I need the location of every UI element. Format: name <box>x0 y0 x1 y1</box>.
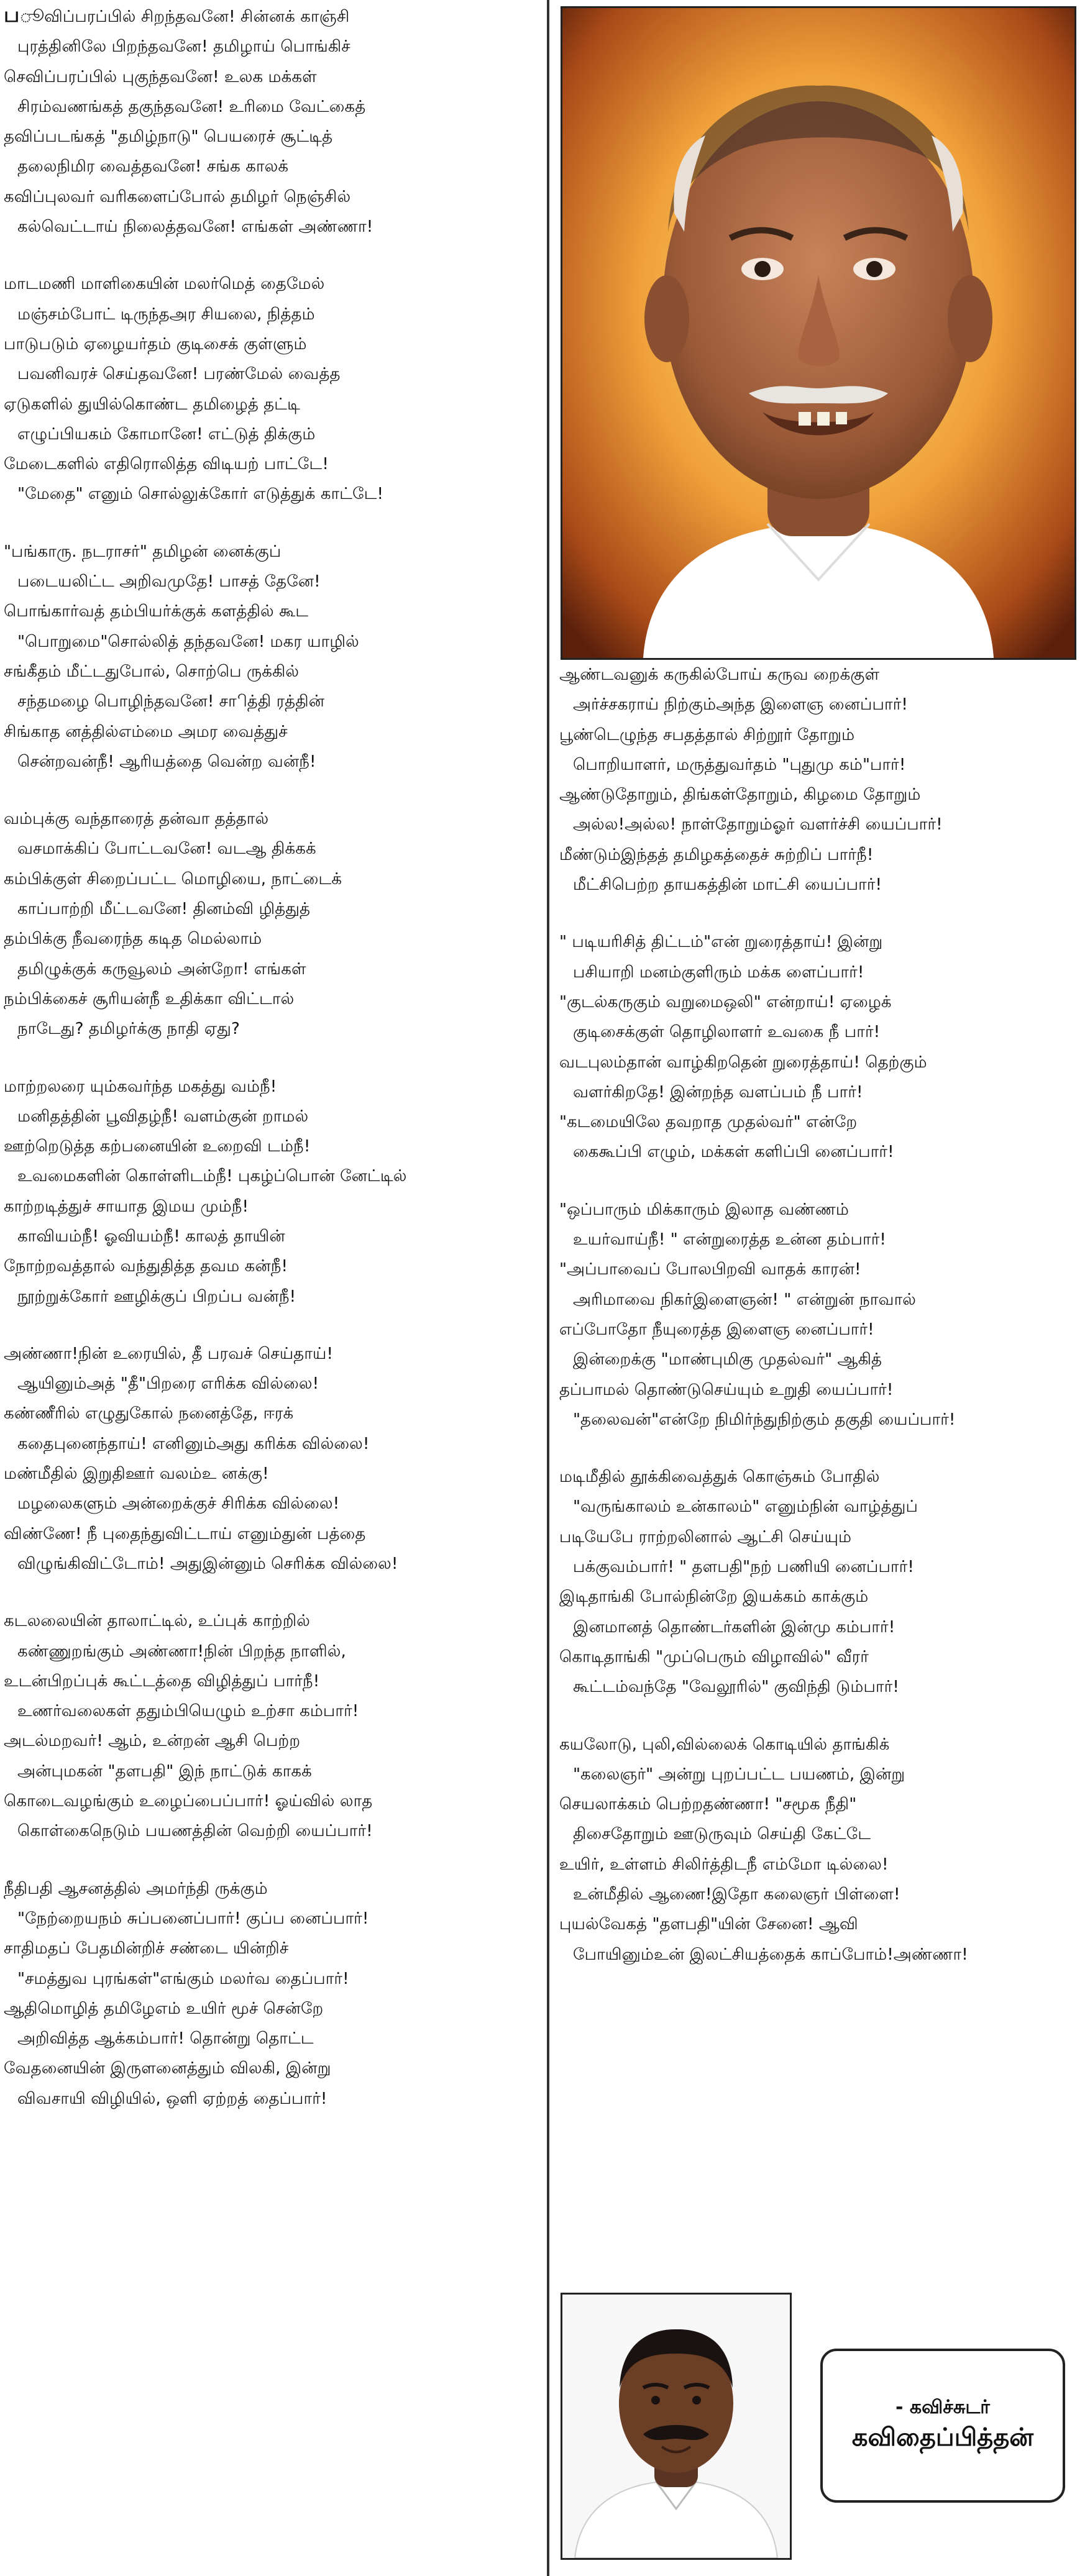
poem-line: கூட்டம்வந்தே "வேலூரில்" குவிந்தி டும்பார்! <box>573 1678 899 1697</box>
main-portrait-photo <box>554 0 1079 666</box>
poem-line: செயலாக்கம் பெற்றதண்ணா! "சமூக நீதி" <box>559 1795 857 1814</box>
poem-line: சிங்காத னத்தில்எம்மை அமர வைத்துச் <box>4 722 288 741</box>
column-divider <box>547 0 549 2576</box>
author-photo <box>561 2293 792 2560</box>
poem-line: தவிப்படங்கத் "தமிழ்நாடு" பெயரைச் சூட்டித் <box>4 127 333 147</box>
poem-line: அன்புமகன் "தளபதி" இந் நாட்டுக் காகக் <box>17 1761 312 1781</box>
poem-stanza <box>4 1072 406 1312</box>
poem-stanza <box>4 269 406 509</box>
poem-line: எழுப்பியகம் கோமானே! எட்டுத் திக்கும் <box>17 424 316 444</box>
poem-line: ஏடுகளில் துயில்கொண்ட தமிழைத் தட்டி <box>4 395 300 414</box>
poem-line: பவனிவரச் செய்தவனே! பரண்மேல் வைத்த <box>17 365 341 384</box>
poem-line: பூண்டெழுந்த சபதத்தால் சிற்றூர் தோறும் <box>559 725 855 744</box>
poem-stanza <box>4 804 406 1044</box>
portrait-frame <box>561 6 1076 660</box>
poem-line: விழுங்கிவிட்டோம்! அதுஇன்னும் செரிக்க வில்லை! <box>17 1554 398 1573</box>
poem-line: உயர்வாய்நீ! " என்றுரைத்த உன்ன தம்பார்! <box>573 1230 886 1249</box>
poem-line: மீட்சிபெற்ற தாயகத்தின் மாட்சி யைப்பார்! <box>573 875 882 895</box>
poem-line: அல்ல!அல்ல! நாள்தோறும்ஓர் வளர்ச்சி யைப்பார்! <box>573 815 943 834</box>
poem-line: மாடமணி மாளிகையின் மலர்மெத் தைமேல் <box>4 275 325 294</box>
poem-line: விண்ணே! நீ புதைந்துவிட்டாய் எனும்துன் பத்தை <box>4 1524 366 1543</box>
poem-line: பொங்கார்வத் தம்பியர்க்குக் களத்தில் கூட <box>4 602 309 621</box>
poem-line: மடிமீதில் தூக்கிவைத்துக் கொஞ்சும் போதில் <box>559 1468 880 1487</box>
poem-line: பசியாறி மனம்குளிரும் மக்க ளைப்பார்! <box>573 962 864 982</box>
poem-line: "அப்பாவைப் போலபிறவி வாதக் காரன்! <box>559 1260 861 1279</box>
poem-line: வம்புக்கு வந்தாரைத் தன்வா தத்தால் <box>4 810 269 829</box>
poem-line: வளர்கிறதே! இன்றந்த வளப்பம் நீ பார்! <box>573 1082 863 1102</box>
poem-line: உடன்பிறப்புக் கூட்டத்தை விழித்துப் பார்நீ! <box>4 1671 320 1691</box>
poem-line: நோற்றவத்தால் வந்துதித்த தவம கன்நீ! <box>4 1257 288 1276</box>
poem-line: சங்கீதம் மீட்டதுபோல், சொற்பெ ருக்கில் <box>4 662 300 681</box>
poem-line: கல்வெட்டாய் நிலைத்தவனே! எங்கள் அண்ணா! <box>17 217 373 237</box>
poem-line: கைகூப்பி எழும், மக்கள் களிப்பி னைப்பார்! <box>573 1143 894 1162</box>
poem-line: "கடமையிலே தவறாத முதல்வர்" என்றே <box>559 1113 858 1132</box>
portrait-illustration <box>562 8 1074 658</box>
poem-line: வடபுலம்தான் வாழ்கிறதென் றுரைத்தாய்! தெற்கும் <box>559 1053 927 1072</box>
poem-line: செவிப்பரப்பில் புகுந்தவனே! உலக மக்கள் <box>4 67 317 86</box>
poem-line: அர்ச்சகராய் நிற்கும்அந்த இளைஞ னைப்பார்! <box>573 695 908 715</box>
poem-line: மண்மீதில் இறுதிஊர் வலம்உ னக்கு! <box>4 1464 269 1484</box>
poem-stanza <box>4 0 406 242</box>
left-poem-body <box>4 0 406 2114</box>
poem-line: நீதிபதி ஆசனத்தில் அமர்ந்தி ருக்கும் <box>4 1879 268 1898</box>
poem-line: மாற்றலரை யும்கவர்ந்த மகத்து வம்நீ! <box>4 1077 277 1096</box>
poem-line: ஆயினும்அத் "தீ"பிறரை எரிக்க வில்லை! <box>17 1374 319 1394</box>
poem-line: "நேற்றையநம் சுப்பனைப்பார்! குப்ப னைப்பார்! <box>17 1909 369 1928</box>
poem-line: தலைநிமிர வைத்தவனே! சங்க காலக் <box>17 157 289 176</box>
poem-line: தப்பாமல் தொண்டுசெய்யும் உறுதி யைப்பார்! <box>559 1380 894 1399</box>
poem-line: "மேதை" எனும் சொல்லுக்கோர் எடுத்துக் காட்டே! <box>17 485 384 504</box>
poem-line: காற்றடித்துச் சாயாத இமய மும்நீ! <box>4 1197 249 1216</box>
poem-line: கொடிதாங்கி "முப்பெரும் விழாவில்" வீரர் <box>559 1647 869 1666</box>
poem-line: மனிதத்தின் பூவிதழ்நீ! வளம்குன் றாமல் <box>17 1107 309 1126</box>
poem-stanza <box>559 1195 968 1435</box>
poem-line: ஆதிமொழித் தமிழேஎம் உயிர் மூச் சென்றே <box>4 1999 324 2018</box>
poem-line: எப்போதோ நீயுரைத்த இளைஞ னைப்பார்! <box>559 1320 874 1339</box>
poem-line: சாதிமதப் பேதமின்றிச் சண்டை யின்றிச் <box>4 1939 289 1958</box>
poem-line: தமிழுக்குக் கருவூலம் அன்றோ! எங்கள் <box>17 959 306 979</box>
poem-stanza <box>559 1730 968 1970</box>
poem-stanza <box>559 927 968 1167</box>
poem-stanza <box>4 1606 406 1846</box>
poem-line: காவியம்நீ! ஓவியம்நீ! காலத் தாயின் <box>17 1226 285 1246</box>
drop-cap: ப <box>4 2 20 27</box>
poem-line: "கலைஞர்" அன்று புறப்பட்ட பயணம், இன்று <box>573 1765 905 1784</box>
poem-line: மஞ்சம்போட் டிருந்தஅர சியலை, நித்தம் <box>17 304 315 324</box>
poem-line: "பங்காரு. நடராசர்" தமிழன் னைக்குப் <box>4 542 282 561</box>
author-credit-prefix: - கவிச்சுடர் <box>895 2396 990 2418</box>
poem-stanza <box>4 537 406 777</box>
poem-line: காப்பாற்றி மீட்டவனே! தினம்வி ழித்துத் <box>17 900 311 919</box>
poem-line: புரத்தினிலே பிறந்தவனே! தமிழாய் பொங்கிச் <box>17 37 350 57</box>
poem-line: சந்தமழை பொழிந்தவனே! சாித்தி ரத்தின் <box>17 692 325 711</box>
poem-line: கடலலையின் தாலாட்டில், உப்புக் காற்றில் <box>4 1612 311 1631</box>
poem-line: விவசாயி விழியில், ஒளி ஏற்றத் தைப்பார்! <box>17 2089 327 2108</box>
poem-line: வசமாக்கிப் போட்டவனே! வடஆ திக்கக் <box>17 839 316 859</box>
poem-line: கயலோடு, புலி,வில்லைக் கொடியில் தாங்கிக் <box>559 1735 890 1754</box>
poem-line: "வருங்காலம் உன்காலம்" எனும்நின் வாழ்த்துப் <box>573 1497 918 1517</box>
poem-line: "பொறுமை"சொல்லித் தந்தவனே! மகர யாழில் <box>17 632 359 651</box>
poem-line: இனமானத் தொண்டர்களின் இன்மு கம்பார்! <box>573 1617 895 1637</box>
poem-line: கவிப்புலவர் வரிகளைப்போல் தமிழர் நெஞ்சில் <box>4 187 351 206</box>
author-credit-box <box>820 2349 1065 2503</box>
poem-line: அரிமாவை நிகர்இளைஞன்! " என்றுன் நாவால் <box>573 1290 916 1309</box>
poem-line: கம்பிக்குள் சிறைப்பட்ட மொழியை, நாட்டைக் <box>4 869 342 888</box>
poem-line: மழலைகளும் அன்றைக்குச் சிரிக்க வில்லை! <box>17 1494 340 1514</box>
poem-line: ஆண்டவனுக் கருகில்போய் கருவ றைக்குள் <box>559 665 880 684</box>
poem-line: பக்குவம்பார்! " தளபதி"நற் பணியி னைப்பார்! <box>573 1558 914 1577</box>
poem-line: உயிர், உள்ளம் சிலிர்த்திடநீ எம்மோ டில்லை! <box>559 1855 889 1874</box>
poem-line: நாடேது? தமிழர்க்கு நாதி ஏது? <box>17 1020 240 1039</box>
poem-line: சிரம்வணங்கத் தகுந்தவனே! உரிமை வேட்கைத் <box>17 97 366 116</box>
poem-line: "சமத்துவ புரங்கள்"எங்கும் மலர்வ தைப்பார்! <box>17 1969 349 1988</box>
poem-line: நம்பிக்கைச் சூரியன்நீ உதிக்கா விட்டால் <box>4 989 295 1008</box>
poem-line: இன்றைக்கு "மாண்புமிகு முதல்வர்" ஆகித் <box>573 1350 882 1369</box>
poem-line: " படியரிசித் திட்டம்"என் றுரைத்தாய்! இன்று <box>559 933 883 952</box>
poem-line: "தலைவன்"என்றே நிமிர்ந்துநிற்கும் தகுதி யைப்பார்! <box>573 1410 956 1429</box>
poem-line: போயினும்உன் இலட்சியத்தைக் காப்போம்!அண்ணா! <box>573 1945 968 1964</box>
poem-line: ஊற்றெடுத்த கற்பனையின் உறைவி டம்நீ! <box>4 1137 311 1156</box>
poem-line: நூற்றுக்கோர் ஊழிக்குப் பிறப்ப வன்நீ! <box>17 1287 296 1306</box>
poem-stanza <box>4 1874 406 2114</box>
right-poem-body <box>559 660 968 1970</box>
poem-line: பூவிப்பரப்பில் சிறந்தவனே! சின்னக் காஞ்சி <box>4 2 350 27</box>
poem-line: கொள்கைநெடும் பயணத்தின் வெற்றி யைப்பார்! <box>17 1822 373 1841</box>
poem-line: பாடுபடும் ஏழையர்தம் குடிசைக் குள்ளும் <box>4 334 307 354</box>
poem-line: படையலிட்ட அறிவமுதே! பாசத் தேனே! <box>17 572 321 591</box>
poem-line: படியேபே ராற்றலினால் ஆட்சி செய்யும் <box>559 1527 852 1546</box>
poem-line: அடல்மறவர்! ஆம், உன்றன் ஆசி பெற்ற <box>4 1732 301 1751</box>
poem-line: வேதனையின் இருளனைத்தும் விலகி, இன்று <box>4 2059 331 2078</box>
poem-line: தம்பிக்கு நீவரைந்த கடித மெல்லாம் <box>4 929 262 949</box>
poem-line: சென்றவன்நீ! ஆரியத்தை வென்ற வன்நீ! <box>17 752 316 771</box>
poem-stanza <box>559 660 968 900</box>
poem-line: உவமைகளின் கொள்ளிடம்நீ! புகழ்ப்பொன் னேட்டில் <box>17 1167 407 1186</box>
right-column <box>554 0 1090 2576</box>
poem-line: கொடைவழங்கும் உழைப்பைப்பார்! ஓய்வில் லாத <box>4 1792 373 1811</box>
poem-line: கண்ணுறங்கும் அண்ணா!நின் பிறந்த நாளில், <box>17 1642 346 1661</box>
poem-stanza <box>559 1462 968 1702</box>
poem-stanza <box>4 1339 406 1579</box>
poem-line: அறிவித்த ஆக்கம்பார்! தொன்று தொட்ட <box>17 2029 314 2048</box>
poem-line: குடிசைக்குள் தொழிலாளர் உவகை நீ பார்! <box>573 1023 881 1042</box>
poem-line: உணர்வலைகள் ததும்பியெழும் உற்சா கம்பார்! <box>17 1702 359 1721</box>
poem-line: அண்ணா!நின் உரையில், தீ பரவச் செய்தாய்! <box>4 1344 333 1363</box>
poem-line: உன்மீதில் ஆணை!இதோ கலைஞர் பிள்ளை! <box>573 1884 900 1904</box>
poem-line: கதைபுனைந்தாய்! எனினும்அது கரிக்க வில்லை! <box>17 1434 370 1453</box>
poem-line: பொறியாளர், மருத்துவர்தம் "புதுமு கம்"பார்! <box>573 755 906 774</box>
poem-line: மீண்டும்இந்தத் தமிழகத்தைச் சுற்றிப் பார்நீ! <box>559 845 874 864</box>
poem-line: ஆண்டுதோறும், திங்கள்தோறும், கிழமை தோறும் <box>559 785 921 805</box>
poem-line: மேடைகளில் எதிரொலித்த விடியற் பாட்டே! <box>4 455 329 474</box>
poem-line: புயல்வேகத் "தளபதி"யின் சேனை! ஆவி <box>559 1915 858 1934</box>
poem-line: திசைதோறும் ஊடுருவும் செய்தி கேட்டே <box>573 1825 871 1844</box>
poem-line: "ஒப்பாரும் மிக்காரும் இலாத வண்ணம் <box>559 1200 849 1219</box>
author-name: கவிதைப்பித்தன் <box>851 2423 1034 2452</box>
poem-line: இடிதாங்கி போல்நின்றே இயக்கம் காக்கும் <box>559 1587 869 1607</box>
poem-line: "குடல்கருகும் வறுமைஒலி" என்றாய்! ஏழைக் <box>559 992 892 1012</box>
author-portrait-illustration <box>562 2295 790 2558</box>
poem-line: கண்ணீரில் எழுதுகோல் நனைத்தே, ஈரக் <box>4 1404 294 1423</box>
